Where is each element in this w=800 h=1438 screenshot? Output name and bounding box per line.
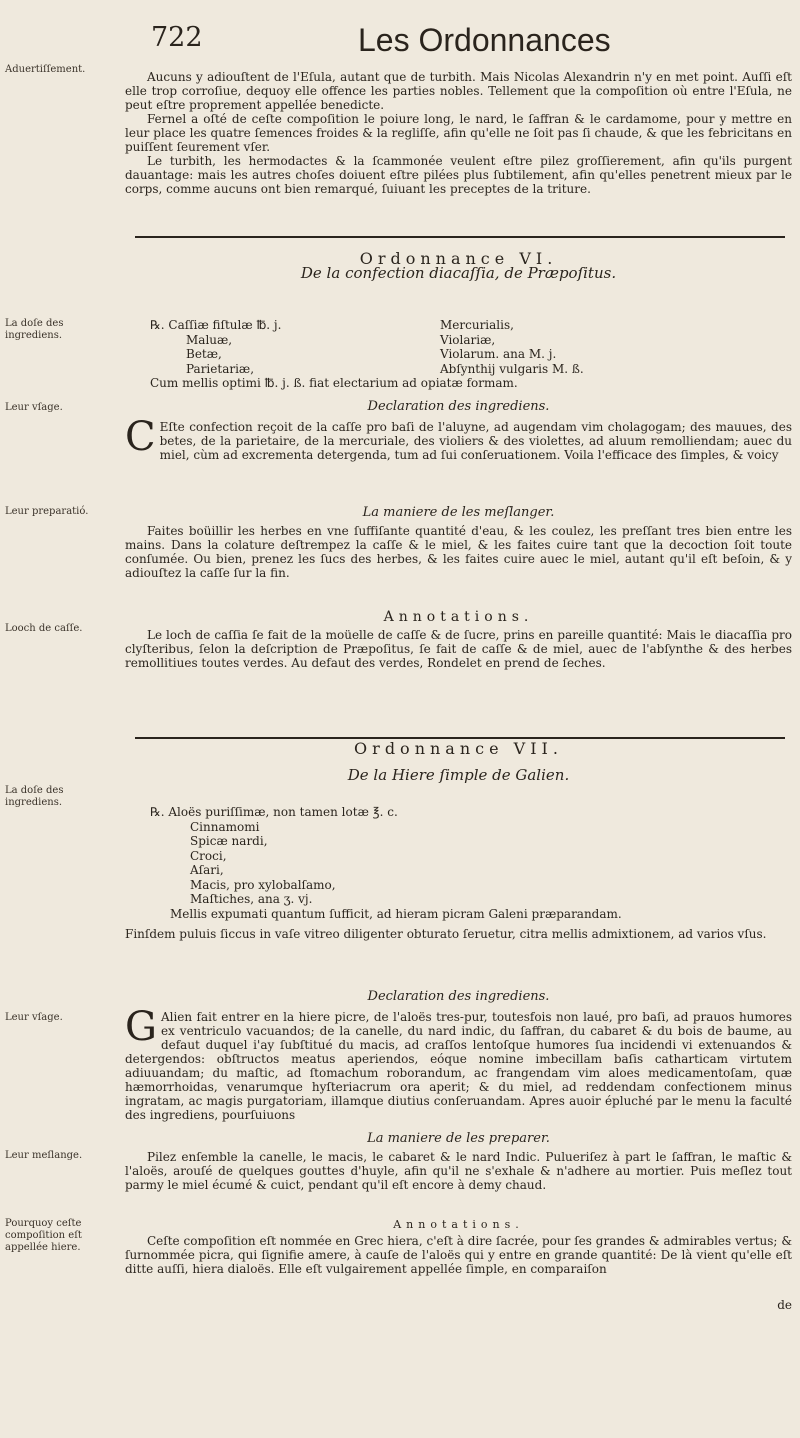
margin-note-leur-preparation: Leur preparatió. [5, 506, 89, 517]
declaration-heading: Declaration des ingrediens. [367, 989, 550, 1004]
recipe-line: Maluæ, [186, 332, 233, 347]
recipe-line: Violarum. ana M. j. [440, 347, 557, 361]
annotations-heading: Annotations. [393, 1218, 524, 1231]
margin-note-dose-ingrediens-2: La doſe des ingrediens. [5, 785, 64, 808]
declaration-text: Eſte confection reçoit de la caſſe pro baſi de l'aluyne, ad augendam vim cholagogam; des mauues, des betes, de la parietaire, de la mercuriale, des violiers & des violettes, ad aluum remolliendam; auec du miel, cùm ad excrementa detergenda, tum ad ſui conſeruationem. Voila l'efficace des ſimples, & voicy [159, 420, 792, 462]
ord6-declaration [125, 400, 792, 462]
margin-note-pourquoy: Pourquoy ceſte compoſition eſt appellée hiere. [5, 1218, 82, 1253]
maniere-heading: La maniere de les meſlanger. [362, 505, 555, 520]
maniere-heading: La maniere de les preparer. [367, 1131, 550, 1146]
ord6-heading [125, 249, 792, 282]
section-rule [135, 236, 785, 238]
ord7-heading [125, 739, 792, 784]
recipe-line: Croci, [190, 848, 227, 863]
ord7-recipe [150, 805, 780, 921]
drop-cap: C [125, 414, 156, 460]
recipe-line: Mercurialis, [440, 318, 514, 332]
intro-paragraph: Aucuns y adiouſtent de l'Eſula, autant que de turbith. Mais Nicolas Alexandrin n'y en met point. Auſſi eſt elle trop corroſiue, dequoy elle offence les parties nobles. Tellement que la compoſition où entre l'Eſula, ne peut eſtre proprement appellée benedicte. [125, 70, 792, 112]
declaration-text: Alien fait entrer en la hiere picre, de l'aloës tres-pur, toutesfois non laué, pro baſi, ad prauos humores ex ventriculo vacuandos; de la canelle, du nard indic, du ſaffran, du cabaret & du bois de baume, au defaut duquel i'ay ſubſtitué du macis, ad craſſos lentoſque humores ſua incidendi vi extenuandos & detergendos: obſtructos meatus aperiendos, eóque nomine imbecillam baſis catharticam virtutem adiuuandam; du maſtic, ad ſtomachum roborandum, ac frangendam vim aloes medicamentoſam, quæ hæmorrhoidas, venarumque hyſteriacrum ora aperit; & du miel, ad reddendam confectionem minus ingratam, ac magis purgatoriam, illamque diutius conſeruandam. Apres auoir épluché par le menu la faculté des ingrediens, pourſuiuons [125, 1010, 792, 1122]
ord7-maniere [125, 1132, 792, 1192]
annotations-heading: Annotations. [383, 609, 534, 625]
catchword: de [777, 1298, 792, 1312]
ord7-subtitle: De la Hiere ſimple de Galien. [347, 766, 570, 784]
recipe-line: Mellis expumati quantum ſufficit, ad hieram picram Galeni præparandam. [170, 906, 622, 921]
recipe-line: Parietariæ, [186, 361, 255, 376]
ord6-title: Ordonnance VI. [359, 249, 558, 268]
ord7-annotations [125, 1218, 792, 1276]
recipe-line: Abſynthij vulgaris M. ß. [440, 361, 584, 376]
intro-section [125, 70, 792, 196]
margin-note-leur-vsage: Leur vſage. [5, 402, 63, 413]
recipe-line: Betæ, [186, 347, 222, 361]
page-number: 722 [151, 22, 203, 53]
ord6-maniere [125, 506, 792, 580]
recipe-line: Aſari, [190, 863, 224, 877]
recipe-end-text: Finſdem puluis ſiccus in vaſe vitreo diligenter obturato ſeruetur, citra mellis admixtionem, ad varios vſus. [125, 927, 767, 941]
maniere-text: Faites boüillir les herbes en vne ſuffiſante quantité d'eau, & les coulez, les preſſant tres bien entre les mains. Dans la colature deſtrempez la caſſe & le miel, & les faites cuire tant que la decoction ſoit toute conſumée. Ou bien, prenez les ſucs des herbes, & les faites cuire auec le miel, autant qu'il eſt beſoin, & y adiouſtez la caſſe ſur la fin. [125, 524, 792, 580]
intro-paragraph: Le turbith, les hermodactes & la ſcammonée veulent eſtre pilez groſſierement, afin qu'ils purgent dauantage: mais les autres choſes doiuent eſtre pilées plus ſubtilement, afin qu'elles penetrent mieux par le corps, comme aucuns ont bien remarqué, ſuiuant les preceptes de la triture. [125, 154, 792, 196]
ord6-subtitle: De la confection diacaſſia, de Præpoſitus. [300, 264, 617, 282]
margin-note-advertissement: Aduertiſſement. [5, 64, 86, 75]
ord7-title: Ordonnance VII. [354, 739, 563, 758]
drop-cap: G [125, 1004, 157, 1050]
recipe-line: Spicæ nardi, [190, 834, 268, 848]
recipe-line: ℞. Aloës puriſſimæ, non tamen lotæ ℥. c. [150, 805, 398, 819]
margin-note-dose-ingrediens: La doſe des ingrediens. [5, 318, 64, 341]
recipe-line: Macis, pro xylobalſamo, [190, 877, 336, 892]
recipe-line: Cinnamomi [190, 819, 260, 834]
running-head: Les Ordonnances [358, 22, 611, 58]
intro-paragraph: Fernel a oſté de ceſte compoſition le poiure long, le nard, le ſaffran & le cardamome, pour y mettre en leur place les quatre ſemences froides & la regliſſe, afin qu'elle ne ſoit pas ſi chaude, & que les febricitans en puiſſent ſeurement vſer. [125, 112, 792, 154]
maniere-text: Pilez enſemble la canelle, le macis, le cabaret & le nard Indic. Pulueriſez à part le ſaffran, le maſtic & l'aloës, arouſé de quelques gouttes d'huyle, afin qu'il ne s'exhale & n'adhere au mortier. Puis meſlez tout parmy le miel écumé & cuict, pendant qu'il eſt encore à demy chaud. [125, 1150, 792, 1192]
margin-note-looch: Looch de caſſe. [5, 623, 83, 634]
ord6-recipe-last: Cum mellis optimi ℔. j. ß. fiat electarium ad opiatæ formam. [150, 376, 518, 390]
margin-note-leur-meslange: Leur meſlange. [5, 1150, 83, 1161]
ord7-recipe-end [125, 927, 792, 941]
recipe-line: ℞. Caſſiæ fiſtulæ ℔. j. [150, 318, 282, 332]
annotations-text: Ceſte compoſition eſt nommée en Grec hiera, c'eſt à dire ſacrée, pour ſes grandes & admirables vertus; & ſurnommée picra, qui ſignifie amere, à cauſe de l'aloës qui y entre en grande quantité: De là vient qu'elle eſt ditte auſſi, hiera dialoës. Elle eſt vulgairement appellée ſimple, en comparaiſon [125, 1234, 792, 1276]
recipe-line: Maſtiches, ana ʒ. vj. [190, 892, 313, 906]
annotations-text: Le loch de caſſia ſe fait de la moüelle de caſſe & de ſucre, prins en pareille quantité: Mais le diacaſſia pro clyſteribus, ſelon la deſcription de Præpoſitus, ſe fait de caſſe & de miel, auec de l'abſynthe & des herbes remollitiues toutes verdes. Au defaut des verdes, Rondelet en prend de ſeches. [125, 628, 792, 670]
margin-note-leur-vsage-2: Leur vſage. [5, 1012, 63, 1023]
recipe-line: Violariæ, [440, 332, 496, 347]
page-header [0, 20, 800, 68]
declaration-heading: Declaration des ingrediens. [367, 399, 550, 414]
ord6-annotations [125, 610, 792, 670]
ord7-declaration [125, 990, 792, 1122]
